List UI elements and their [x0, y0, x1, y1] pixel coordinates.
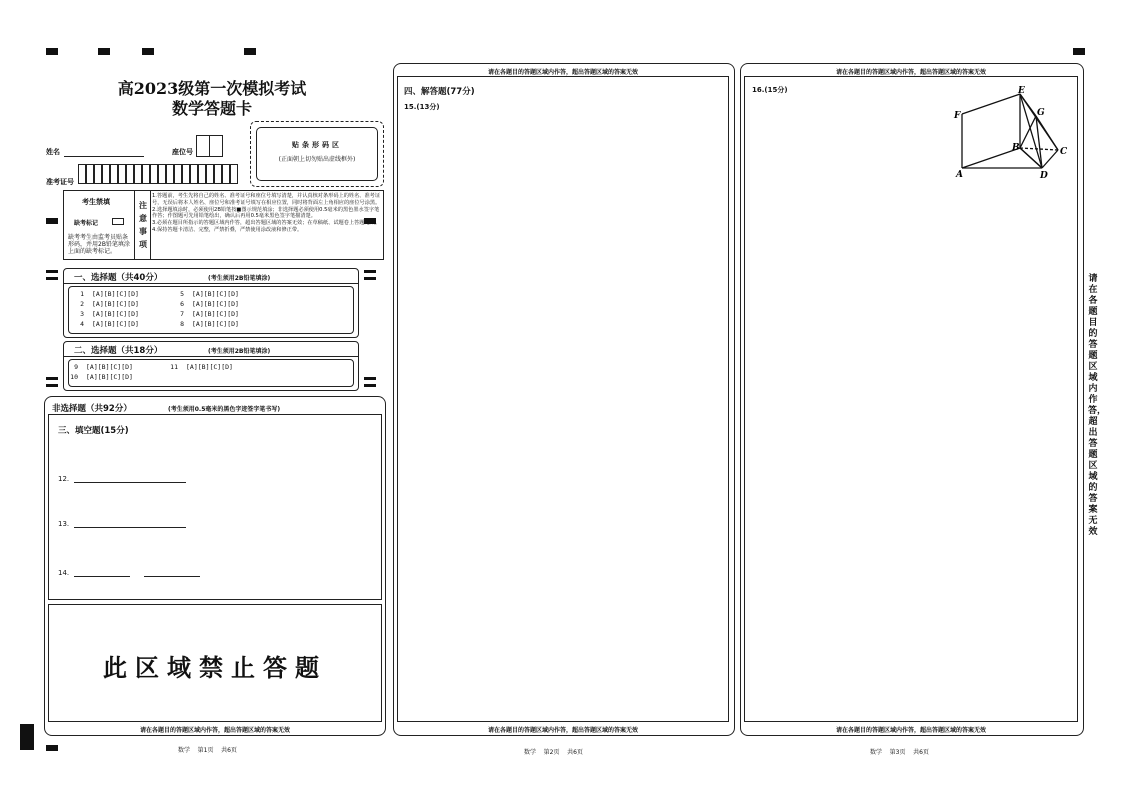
q16-label: 16.(15分) — [752, 86, 788, 94]
choice-q6[interactable]: 6 [A][B][C][D] — [180, 300, 239, 308]
page3-top-warning: 请在各题目的答题区域内作答，超出答题区域的答案无效 — [835, 69, 986, 76]
timing-mark — [46, 218, 58, 224]
page3-bottom-warning: 请在各题目的答题区域内作答，超出答题区域的答案无效 — [835, 727, 986, 734]
nonchoice-note: (考生须用0.5毫米的黑色字迹签字笔书写) — [168, 406, 281, 413]
exam-id-label: 准考证号 — [46, 178, 74, 186]
choice-q10[interactable]: 10 [A][B][C][D] — [70, 373, 133, 381]
choice-q11[interactable]: 11 [A][B][C][D] — [170, 363, 233, 371]
seat-label: 座位号 — [172, 148, 193, 156]
choice-q8[interactable]: 8 [A][B][C][D] — [180, 320, 239, 328]
timing-mark — [364, 384, 376, 387]
choice-q4[interactable]: 4 [A][B][C][D] — [80, 320, 139, 328]
fill-q13-label: 13. — [58, 520, 70, 528]
timing-mark — [364, 377, 376, 380]
fill-q14-label: 14. — [58, 569, 70, 577]
name-label: 姓名 — [46, 148, 60, 156]
label-A: A — [956, 170, 963, 180]
page1-bottom-warning: 请在各题目的答题区域内作答，超出答题区域的答案无效 — [139, 727, 290, 734]
choice-q7[interactable]: 7 [A][B][C][D] — [180, 310, 239, 318]
timing-mark — [244, 48, 256, 55]
timing-mark — [46, 270, 58, 273]
barcode-note: (正面朝上切勿贴出虚线框外) — [278, 156, 356, 163]
sec1-note: (考生须用2B铅笔填涂) — [208, 275, 271, 282]
page1-footer: 数学 第1页 共6页 — [178, 747, 237, 754]
choice-section-1 — [63, 268, 359, 338]
nonchoice-title: 非选择题（共92分） — [52, 404, 132, 414]
notice-heading: 注 意 事 项 — [139, 201, 147, 249]
timing-mark — [46, 277, 58, 280]
q15-label: 15.(13分) — [404, 103, 440, 111]
side-warning: 请在各题目的答题区域内作答，超出答题区域的答案无效 — [1088, 274, 1107, 537]
choice-q9[interactable]: 9 [A][B][C][D] — [74, 363, 133, 371]
timing-mark — [46, 48, 58, 55]
choice-q2[interactable]: 2 [A][B][C][D] — [80, 300, 139, 308]
timing-mark — [46, 384, 58, 387]
page2-footer: 数学 第2页 共6页 — [524, 749, 583, 756]
timing-mark — [364, 277, 376, 280]
fill-q13-blank[interactable] — [74, 527, 186, 528]
exam-id-field[interactable] — [78, 164, 238, 184]
choice-q5[interactable]: 5 [A][B][C][D] — [180, 290, 239, 298]
sec2-title: 二、选择题（共18分） — [74, 346, 163, 356]
solution-section-title: 四、解答题(77分) — [404, 87, 475, 97]
card-title: 数学答题卡 — [171, 99, 252, 118]
label-C: C — [1060, 147, 1068, 157]
fill-title: 三、填空题(15分) — [58, 426, 129, 436]
fill-q14-blank-2[interactable] — [144, 576, 200, 577]
page2-top-warning: 请在各题目的答题区域内作答，超出答题区域的答案无效 — [487, 69, 638, 76]
label-G: G — [1037, 108, 1045, 118]
absent-checkbox[interactable] — [112, 218, 124, 225]
absent-label: 缺考标记 — [74, 220, 99, 227]
fill-answer-area[interactable] — [48, 414, 382, 600]
choice-q3[interactable]: 3 [A][B][C][D] — [80, 310, 139, 318]
timing-mark — [46, 377, 58, 380]
geometry-figure — [950, 84, 1080, 180]
notices: 1.答题前，考生先将自己的姓名、准考证号和座位号填写清楚，并认真核对条形码上的姓名、准考证号，无误后将本人姓名、座位号和准考证号填写在相应位置，同时将背面左上角相应的座位号涂黑。 2.选择题填涂时，必须使用2B铅笔按■图示规范填涂；非选择题必须使用0.5毫米的黑色墨水签字笔作答；作图题可先用铅笔绘出，确认后再用0.5毫米黑色签字笔描清楚。 3.必须在题目所指示的答题区域内作答，超出答题区域的答案无效；在草稿纸、试题卷上答题无效。 4.保持答题卡清洁、完整，严禁折叠，严禁使用涂改液和修正带。 — [152, 193, 381, 233]
forbidden-text: 此区域禁止答题 — [103, 654, 327, 682]
timing-mark — [20, 724, 34, 750]
fill-q14-blank-1[interactable] — [74, 576, 130, 577]
absent-note: 缺考考生由监考员贴条形码，并用2B铅笔填涂上面的缺考标记。 — [68, 234, 130, 255]
label-B: B — [1012, 143, 1020, 153]
choice-section-2 — [63, 341, 359, 391]
timing-mark — [364, 270, 376, 273]
timing-mark — [46, 745, 58, 751]
label-D: D — [1040, 171, 1048, 180]
page2-bottom-warning: 请在各题目的答题区域内作答，超出答题区域的答案无效 — [487, 727, 638, 734]
page2-answer-area[interactable] — [397, 76, 729, 722]
fill-q12-label: 12. — [58, 475, 70, 483]
barcode-title: 贴条形码区 — [292, 141, 342, 149]
label-E: E — [1018, 86, 1025, 96]
sec2-note: (考生须用2B铅笔填涂) — [208, 348, 271, 355]
timing-mark — [98, 48, 110, 55]
candidate-box-title: 考生禁填 — [82, 198, 110, 206]
name-field[interactable] — [64, 156, 144, 157]
choice-q1[interactable]: 1 [A][B][C][D] — [80, 290, 139, 298]
barcode-area — [250, 121, 384, 187]
fill-q12-blank[interactable] — [74, 482, 186, 483]
timing-mark — [1073, 48, 1085, 55]
candidate-info-box — [63, 190, 384, 260]
exam-title: 高2023级第一次模拟考试 — [117, 79, 307, 98]
label-F: F — [954, 111, 961, 121]
timing-mark — [142, 48, 154, 55]
seat-field[interactable] — [196, 135, 223, 161]
page3-footer: 数学 第3页 共6页 — [870, 749, 929, 756]
sec1-title: 一、选择题（共40分） — [74, 273, 163, 283]
